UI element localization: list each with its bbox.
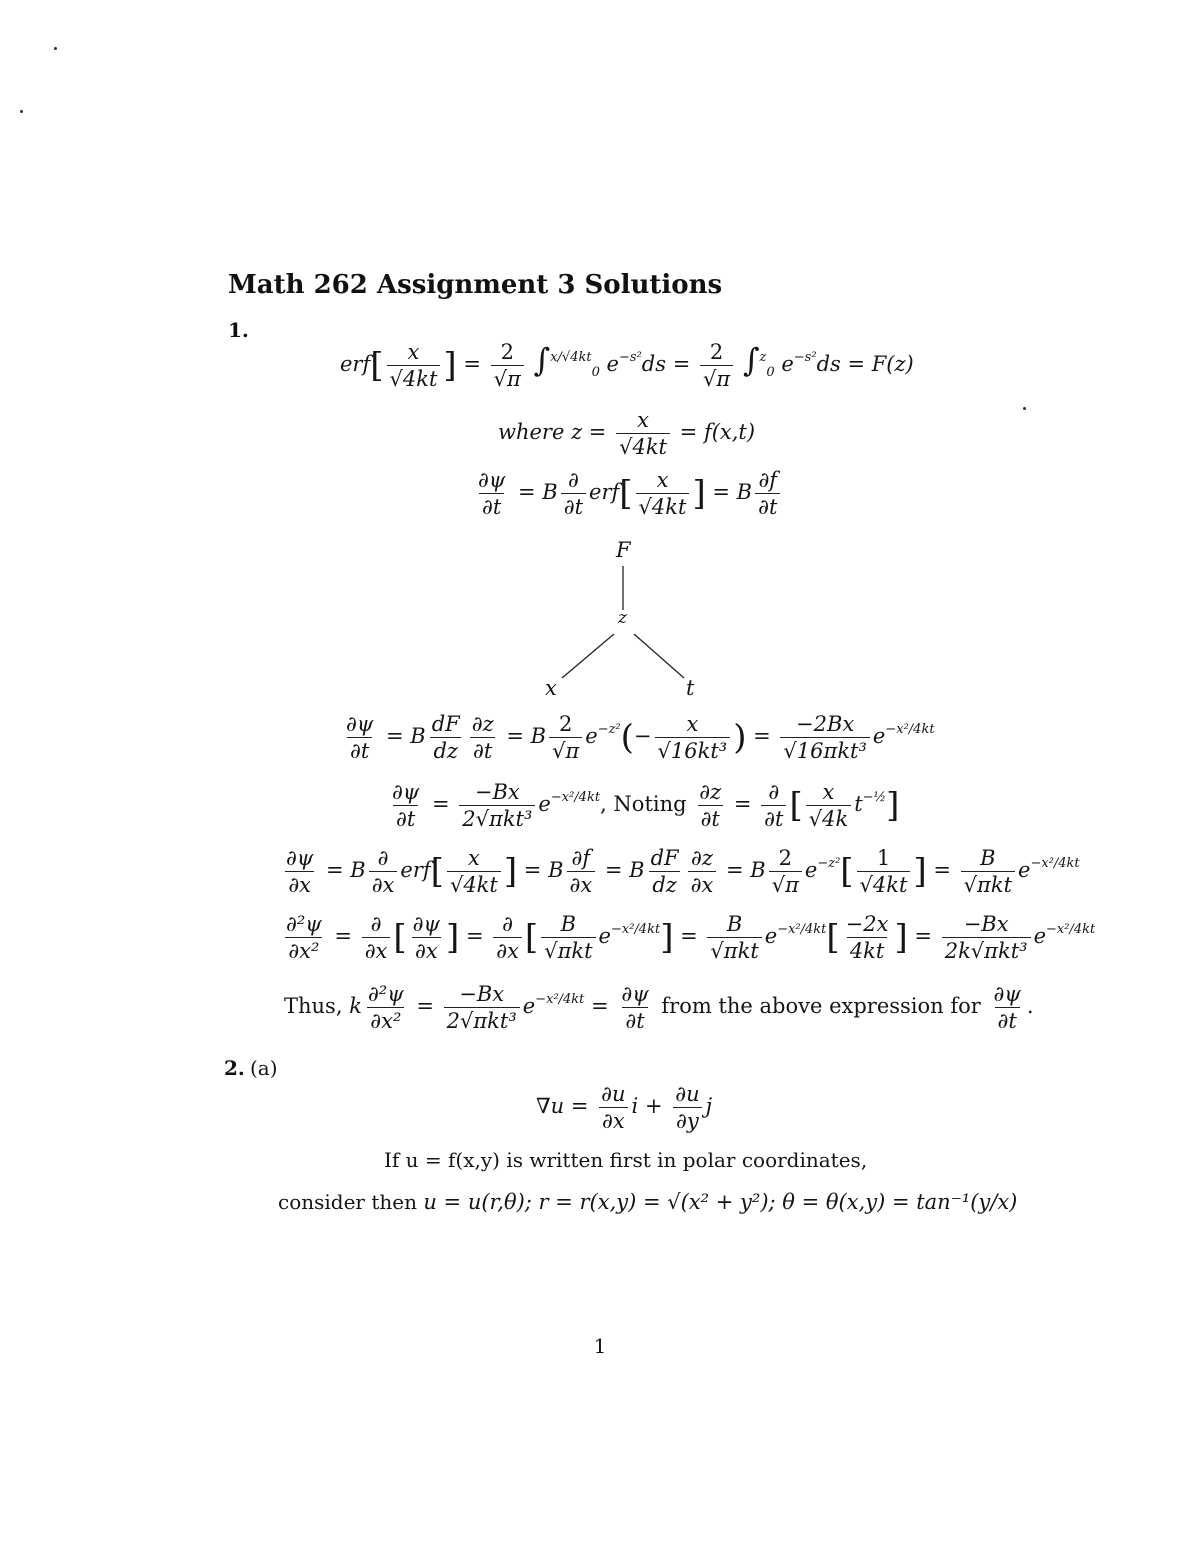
- equation-z-definition: where z = $\frac{x}{√4kt}$ = f(x,t): [498, 408, 756, 459]
- question-2-label: 2.: [224, 1056, 245, 1080]
- equation-dpsi-dt-result: $\frac{\partial\psi}{\partial t}$ = $\frac{-Bx}{\text{2√πkt³}}$ $e^{-x^2/4kt}$, Noting $\frac{\partial z}{\partial t}$ = $\frac{\partial}{\partial t}$ [ $\frac{x}{√4k}$ $t^{-\frac{1}{2}}$]: [392, 780, 900, 831]
- polar-text: consider then: [278, 1190, 417, 1214]
- polar-definition-line: [278, 1190, 1017, 1214]
- equation-erf-definition: erf[ $\frac{x}{√4kt}$ ] = $\frac{2}{√\pi}$ ∫$^{x/√4kt}_0$ $e^{-s^2}ds$ = $\frac{2}{√\pi}$ ∫$^z_0$ $e^{-s^2}ds = F(z)$: [340, 340, 914, 391]
- thus-word: Thus,: [284, 994, 343, 1018]
- tree-node-F: F: [616, 538, 631, 562]
- equation-dpsi-dt-chain: $\frac{\partial\psi}{\partial t}$ = B $\frac{dF}{dz}$ $\frac{\partial z}{\partial t}$ = B $\frac{2}{√\pi}$ $e^{-z^2}(-$ $\frac{x}{\text{√16kt³}}$ ) = $\frac{-2Bx}{\text{√16πkt³}}$ $e^{-x^2/4kt}$: [346, 712, 935, 763]
- equation-dpsi-dt-1: $\frac{\partial\psi}{\partial t}$ = B $\frac{\partial}{\partial t}$ erf[ $\frac{x}{√4kt}$ ] = B $\frac{\partial f}{\partial t}$: [472, 468, 783, 519]
- scan-speck: [1023, 407, 1026, 410]
- question-2-part: (a): [249, 1056, 278, 1080]
- equation-gradient: ∇u = $\frac{\partial u}{\partial x}$ i + $\frac{\partial u}{\partial y}$ j: [536, 1082, 713, 1133]
- polar-math: u = u(r,θ); r = r(x,y) = √(x² + y²); θ = θ(x,y) = tan⁻¹(y/x): [423, 1190, 1018, 1214]
- scan-speck: [54, 47, 57, 50]
- noting-word: Noting: [613, 792, 687, 816]
- page-number: 1: [593, 1334, 607, 1358]
- question-1-label: 1.: [228, 318, 249, 342]
- equation-d2psi-dx2: $\frac{\text{∂²ψ}}{\text{∂x²}}$ = $\frac{\partial}{\partial x}$ [ $\frac{\partial\psi}{\partial x}$ ] = $\frac{\partial}{\partial x}$ [ $\frac{B}{\text{√πkt}}$ $e^{-x^2/4kt}$] = $\frac{B}{\text{√πkt}}$ $e^{-x^2/4kt}$[ $\frac{-2x}{4kt}$ ] = $\frac{-Bx}{\text{2k√πkt³}}$ $e^{-x^2/4kt}$: [286, 912, 1096, 963]
- tree-node-x: x: [545, 676, 557, 700]
- polar-intro-text: If u = f(x,y) is written first in polar coordinates,: [384, 1148, 868, 1172]
- scan-speck: [20, 110, 23, 113]
- tree-node-z: z: [618, 608, 627, 628]
- equation-dpsi-dx: $\frac{\partial\psi}{\partial x}$ = B $\frac{\partial}{\partial x}$ erf[ $\frac{x}{√4kt}$ ] = B $\frac{\partial f}{\partial x}$ = B $\frac{dF}{dz}$ $\frac{\partial z}{\partial x}$ = B $\frac{2}{√\pi}$ $e^{-z^2}$[ $\frac{1}{√4kt}$ ] = $\frac{B}{\text{√πkt}}$ $e^{-x^2/4kt}$: [286, 846, 1080, 897]
- equation-heat-equation-check: Thus, k $\frac{\text{∂²ψ}}{\text{∂x²}}$ = $\frac{-Bx}{\text{2√πkt³}}$ $e^{-x^2/4kt}$ = $\frac{\partial\psi}{\partial t}$ from the above expression for $\frac{\partial\psi}{\partial t}$ .: [284, 982, 1034, 1033]
- page-title: Math 262 Assignment 3 Solutions: [228, 270, 723, 300]
- tree-node-t: t: [686, 676, 695, 700]
- question-2-heading: [224, 1056, 278, 1080]
- eq8-text: from the above expression for: [661, 994, 981, 1018]
